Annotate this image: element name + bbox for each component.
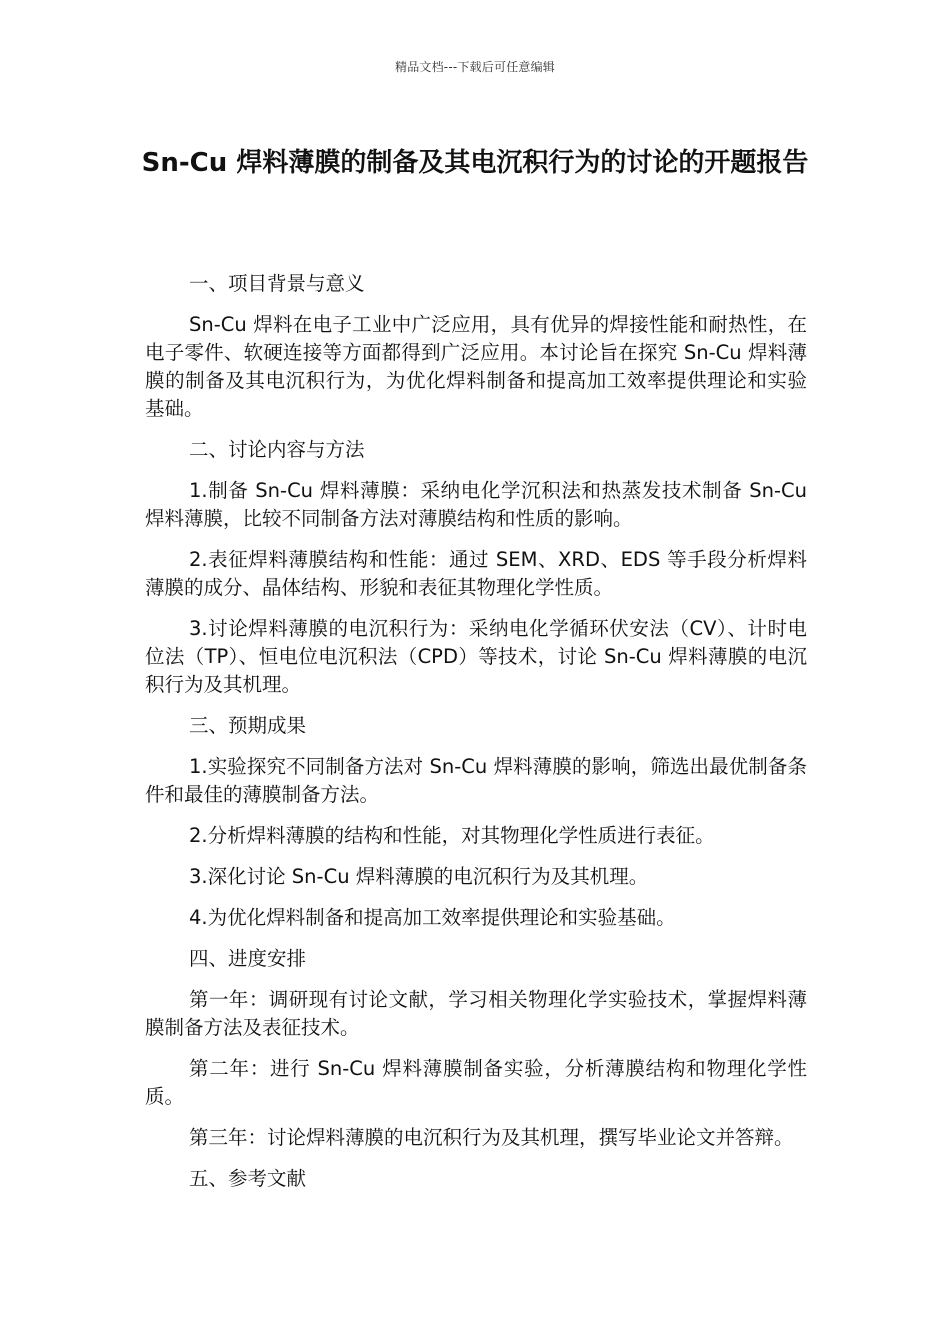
- paragraph: 1.实验探究不同制备方法对 Sn-Cu 焊料薄膜的影响，筛选出最优制备条件和最佳的薄膜制备方法。: [145, 755, 807, 806]
- document-body: [145, 270, 807, 1206]
- paragraph: Sn-Cu 焊料在电子工业中广泛应用，具有优异的焊接性能和耐热性，在电子零件、软硬连接等方面都得到广泛应用。本讨论旨在探究 Sn-Cu 焊料薄膜的制备及其电沉积行为，为优化焊料制备和提高加工效率提供理论和实验基础。: [145, 313, 807, 420]
- paragraph: 2.分析焊料薄膜的结构和性能，对其物理化学性质进行表征。: [189, 824, 715, 847]
- paragraph: 3.深化讨论 Sn-Cu 焊料薄膜的电沉积行为及其机理。: [189, 865, 649, 888]
- section-heading-references: 五、参考文献: [189, 1167, 307, 1190]
- document-title: Sn-Cu 焊料薄膜的制备及其电沉积行为的讨论的开题报告: [141, 148, 809, 178]
- paragraph: 4.为优化焊料制备和提高加工效率提供理论和实验基础。: [189, 906, 676, 929]
- paragraph: 1.制备 Sn-Cu 焊料薄膜：采纳电化学沉积法和热蒸发技术制备 Sn-Cu 焊料薄膜，比较不同制备方法对薄膜结构和性质的影响。: [145, 479, 807, 530]
- section-heading-schedule: 四、进度安排: [189, 947, 307, 970]
- paragraph: 3.讨论焊料薄膜的电沉积行为：采纳电化学循环伏安法（CV）、计时电位法（TP）、恒电位电沉积法（CPD）等技术，讨论 Sn-Cu 焊料薄膜的电沉积行为及其机理。: [145, 617, 807, 696]
- header-note: 精品文档---下载后可任意编辑: [395, 60, 555, 74]
- paragraph: 第三年：讨论焊料薄膜的电沉积行为及其机理，撰写毕业论文并答辩。: [189, 1126, 794, 1149]
- section-heading-content-methods: 二、讨论内容与方法: [189, 438, 365, 461]
- section-heading-expected-results: 三、预期成果: [189, 714, 307, 737]
- section-heading-background: 一、项目背景与意义: [189, 272, 365, 295]
- paragraph: 2.表征焊料薄膜结构和性能：通过 SEM、XRD、EDS 等手段分析焊料薄膜的成分、晶体结构、形貌和表征其物理化学性质。: [145, 548, 807, 599]
- paragraph: 第一年：调研现有讨论文献，学习相关物理化学实验技术，掌握焊料薄膜制备方法及表征技术。: [145, 988, 807, 1039]
- paragraph: 第二年：进行 Sn-Cu 焊料薄膜制备实验，分析薄膜结构和物理化学性质。: [145, 1057, 807, 1108]
